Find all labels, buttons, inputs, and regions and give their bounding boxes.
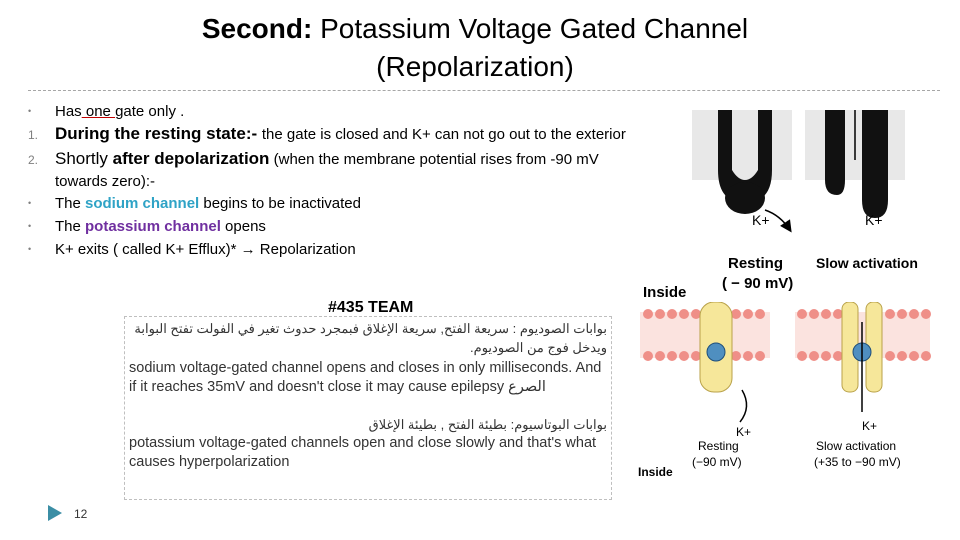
slow-activation-mv-label: (+35 to −90 mV): [814, 455, 901, 469]
inside-label: Inside: [638, 465, 673, 479]
title-line2: (Repolarization): [376, 51, 574, 82]
channel-diagram-bottom: [630, 302, 950, 482]
item-text: Shortly: [55, 149, 113, 168]
slide-title: [100, 10, 850, 86]
bullet-dot-icon: •: [28, 244, 32, 254]
bullet-text: Repolarization: [255, 241, 356, 258]
english-note-text: sodium voltage-gated channel opens and closes in only milliseconds. And if it reaches 35mV and doesn't close it may cause epilepsy: [129, 360, 602, 395]
bullet-text: Has: [55, 103, 82, 120]
ion-arrow: [740, 390, 747, 422]
bullet-text: The: [55, 218, 86, 235]
bullet-dot-icon: •: [28, 198, 32, 208]
bullet-text: begins to be inactivated: [199, 195, 361, 212]
k-ion-label: K+: [752, 212, 770, 228]
bullet-dot-icon: •: [28, 106, 32, 116]
k-ion-label: K+: [865, 212, 883, 228]
k-ion-label: K+: [862, 419, 878, 433]
bullet-dot-icon: •: [28, 221, 32, 231]
channel-diagram-top: [640, 100, 950, 300]
item-text: (when the membrane potential rises from -90 mV towards zero):-: [55, 151, 599, 190]
resting-label: Resting: [728, 255, 784, 272]
numbered-item: [28, 148, 628, 192]
underlined-text: one: [81, 103, 116, 120]
resting-mv-label: ( − 90 mV): [722, 275, 794, 292]
number-marker: 1.: [28, 128, 39, 142]
title-bold: Second:: [201, 13, 313, 44]
resting-mv-label: (−90 mV): [692, 455, 742, 469]
bullet-item: [28, 100, 628, 123]
k-channel-closed: [700, 302, 732, 392]
k-ion-label: K+: [736, 425, 752, 439]
bullet-text: opens: [220, 218, 266, 235]
numbered-item: [28, 123, 628, 145]
bold-text: :-: [245, 124, 262, 143]
team-label: #435 TEAM: [328, 299, 414, 316]
bold-text: after depolarization: [112, 149, 270, 168]
voltage-sensor: [707, 343, 725, 361]
bullet-item: [28, 215, 628, 238]
english-note: potassium voltage-gated channels open and close slowly and that's what causes hyperpolarization: [129, 435, 597, 470]
item-text: the gate is closed and K+ can not go out to the exterior: [261, 126, 626, 143]
english-note: [125, 359, 611, 397]
number-marker: 2.: [28, 153, 39, 167]
sodium-channel-text: sodium channel: [85, 195, 200, 212]
play-triangle-icon: [48, 505, 62, 521]
slow-activation-label: Slow activation: [816, 255, 918, 271]
potassium-channel-text: potassium channel: [85, 218, 221, 235]
bold-text: During the resting state: [55, 124, 246, 143]
bullet-text: K+ exits ( called K+ Efflux)*: [55, 241, 241, 258]
title-rest: Potassium Voltage Gated Channel: [312, 13, 749, 44]
membrane-band: [692, 110, 792, 180]
arabic-word: الصرع: [508, 379, 546, 395]
slow-activation-label: Slow activation: [816, 439, 897, 453]
bullet-list: [28, 100, 628, 261]
inactivation-ball: [725, 182, 765, 214]
resting-label: Resting: [698, 439, 739, 453]
channel-open-right: [862, 110, 888, 218]
arabic-note: بوابات البوتاسيوم: بطيئة الفتح , بطيئة الإغلاق: [368, 417, 607, 432]
bullet-item: [28, 192, 628, 215]
page-number: 12: [74, 507, 88, 521]
translation-note-box: [124, 316, 612, 500]
bullet-text: The: [55, 195, 86, 212]
bullet-text: gate only .: [115, 103, 185, 120]
divider: [28, 90, 940, 91]
arrow-right-icon: →: [240, 241, 256, 258]
inside-label: Inside: [643, 284, 687, 300]
arabic-note: بوابات الصوديوم : سريعة الفتح, سريعة الإغلاق فبمجرد حدوث تغير في الفولت تفتح البوابة ويدخل فوج من الصوديوم.: [134, 321, 607, 355]
channel-open-left: [825, 110, 845, 195]
bullet-item: [28, 238, 628, 261]
